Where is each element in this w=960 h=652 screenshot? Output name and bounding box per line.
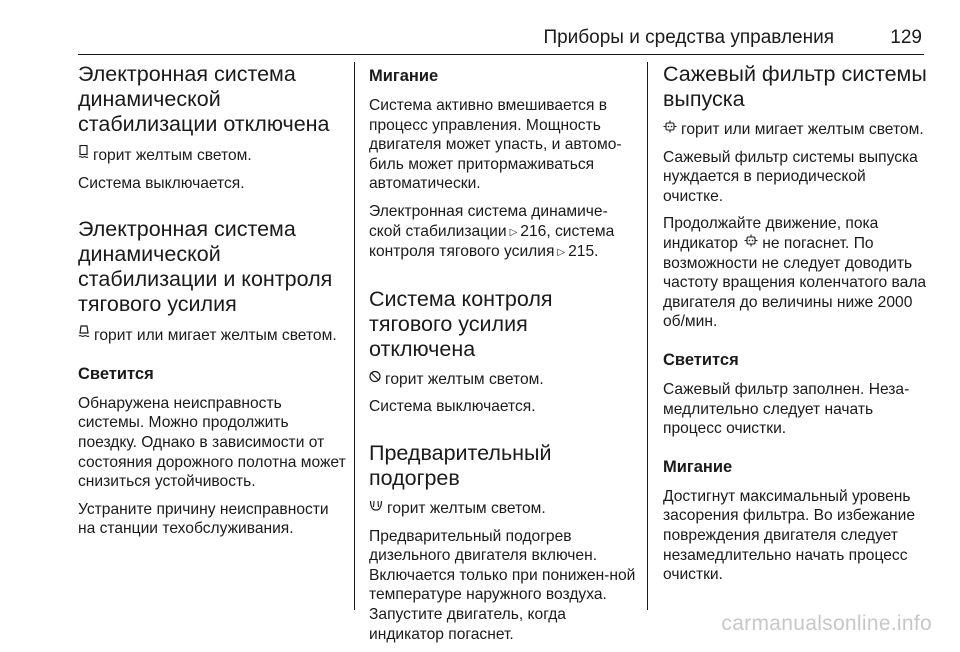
indicator-text: горит желтым светом. (93, 147, 252, 164)
body-text-part: не погаснет. По возможности не следует доводить частоту вращения коленчатого вала двигателя до величины ниже 2000 об/мин. (663, 234, 927, 331)
page-reference-arrow-icon: ▷ (509, 226, 518, 238)
esc-traction-icon (78, 325, 90, 341)
page-number: 129 (890, 27, 922, 48)
body-text: Обнаружена неисправность системы. Можно продолжить поездку. Однако в зависимости от состояния дорожного полотна может снизиться устойчивость. (78, 394, 346, 491)
indicator-line (369, 499, 639, 519)
body-text: Система выключается. (369, 398, 536, 416)
body-text: Достигнут максимальный уровень засорения фильтра. Во избежание повреждения двигателя следует незамедлительно начать процесс очистки. (663, 487, 916, 584)
esc-off-icon (78, 145, 89, 161)
page-header (78, 24, 924, 55)
body-text (663, 214, 927, 332)
body-text: Система активно вмешивается в процесс управления. Мощность двигателя может упасть, и автомо-биль может притормаживаться автоматически. (369, 97, 622, 193)
page-reference[interactable]: 216 (520, 222, 547, 240)
indicator-text: горит или мигает желтым светом. (681, 121, 924, 138)
glow-plug-icon (369, 500, 383, 514)
section-title-dpf: Сажевый фильтр системы выпуска (663, 62, 927, 111)
body-text: Сажевый фильтр системы выпуска нуждается в периодической очистке. (663, 148, 918, 205)
body-text-part: , система контроля тягового усилия (369, 222, 615, 261)
indicator-line (78, 325, 346, 346)
indicator-text: горит желтым светом. (387, 499, 546, 517)
subheading: Светится (663, 350, 739, 369)
body-text-part: . (594, 243, 599, 261)
indicator-line (663, 120, 927, 140)
column-divider (354, 62, 355, 610)
body-text: Сажевый фильтр заполнен. Неза-медлительно следует начать процесс очистки. (663, 380, 910, 438)
section-title-traction-off: Система контроля тягового усилия отключена (369, 286, 553, 361)
indicator-text: горит желтым светом. (385, 370, 544, 388)
subheading: Мигание (663, 457, 733, 476)
subheading: Светится (78, 364, 154, 383)
page-reference[interactable]: 215 (568, 243, 595, 261)
section-title-esc-tc: Электронная система динамической стабилизации и контроля тягового усилия (78, 217, 333, 317)
traction-off-icon (369, 370, 381, 385)
body-text-part: Продолжайте движение, пока индикатор (663, 215, 879, 252)
column-middle (369, 62, 639, 652)
indicator-text: горит или мигает желтым светом. (94, 327, 337, 345)
column-right (663, 62, 927, 593)
page-reference-arrow-icon: ▷ (557, 247, 566, 259)
body-text: Предварительный подогрев дизельного двигателя включен. Включается только при понижен-ной температуре наружного воздуха. Запустите двигатель, когда индикатор погаснет. (369, 527, 636, 643)
indicator-line (78, 145, 346, 166)
column-left (78, 62, 346, 547)
section-title-glow-plug: Предварительный подогрев (369, 440, 552, 490)
body-text-part: Электронная система динамиче-ской стабилизации (369, 202, 608, 240)
body-text: Система выключается. (78, 174, 245, 192)
body-text (369, 202, 639, 263)
diesel-particulate-filter-icon (744, 234, 758, 249)
section-title-esc-off: Электронная система динамической стабилизации отключена (78, 62, 330, 136)
body-text: Устраните причину неисправности на станции техобслуживания. (78, 500, 329, 538)
subheading: Мигание (369, 67, 439, 85)
watermark: carmanualsonline.info (721, 612, 932, 635)
diesel-particulate-filter-icon (663, 120, 677, 135)
column-divider (647, 62, 648, 610)
header-title: Приборы и средства управления (543, 27, 834, 48)
indicator-line (369, 370, 639, 390)
